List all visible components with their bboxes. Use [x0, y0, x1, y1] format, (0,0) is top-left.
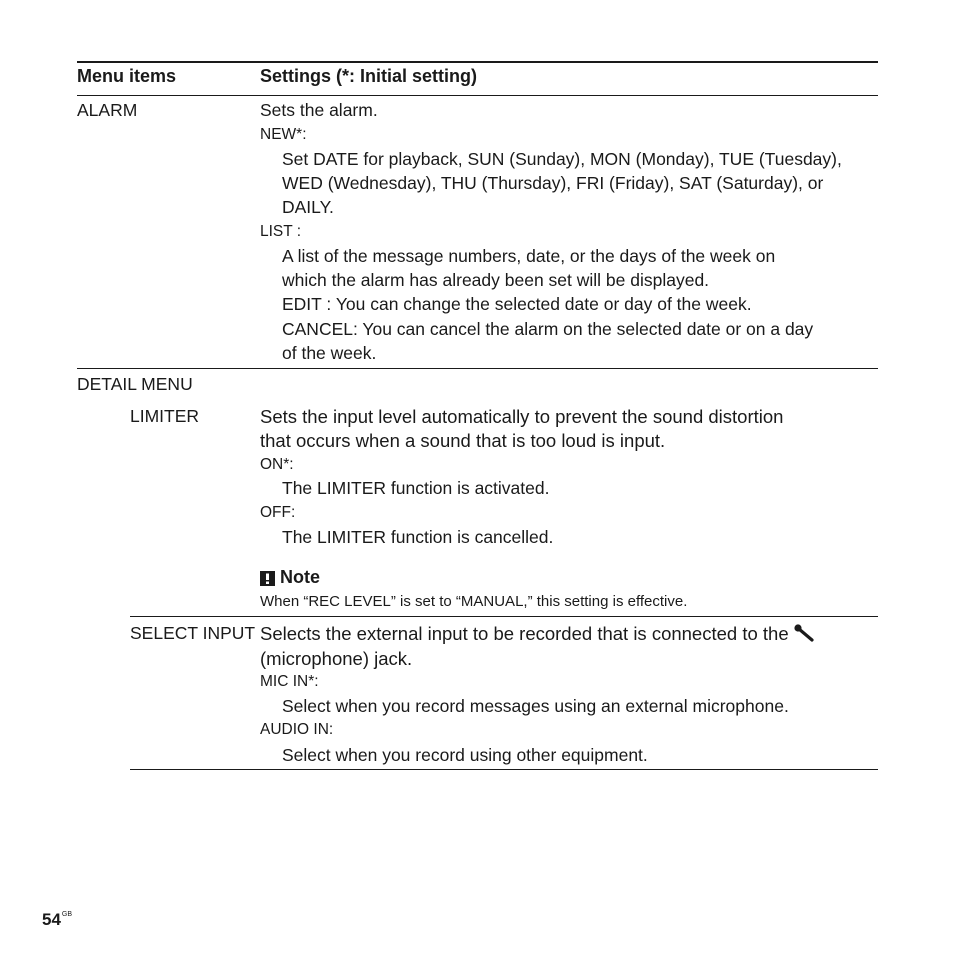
alarm-bottom-rule: [77, 368, 878, 369]
header-settings: Settings (*: Initial setting): [260, 66, 478, 86]
page-number-suffix: GB: [61, 911, 73, 918]
table-bottom-rule: [130, 769, 878, 770]
limiter-off-desc: The LIMITER function is cancelled.: [282, 527, 554, 547]
alarm-new-desc-line: Set DATE for playback, SUN (Sunday), MON (Monday), TUE (Tuesday),: [282, 149, 842, 169]
alarm-description: Sets the alarm.: [260, 100, 378, 120]
alarm-new-desc-line: DAILY.: [282, 197, 334, 217]
select-input-audio-desc: Select when you record using other equipment.: [282, 745, 648, 765]
menu-item-limiter: LIMITER: [130, 406, 200, 426]
alarm-cancel-desc: of the week.: [282, 343, 377, 363]
select-input-description-text: Selects the external input to be recorded that is connected to the: [260, 623, 789, 644]
page-number-value: 54: [42, 910, 61, 929]
alarm-cancel-desc: CANCEL: You can cancel the alarm on the selected date or on a day: [282, 319, 814, 339]
microphone-icon: [793, 623, 815, 643]
limiter-on-desc: The LIMITER function is activated.: [282, 478, 550, 498]
limiter-description: that occurs when a sound that is too loud is input.: [260, 430, 666, 451]
select-input-description: [260, 623, 815, 645]
select-input-audio-label: AUDIO IN:: [260, 721, 334, 738]
header-bottom-rule: [77, 95, 878, 96]
alarm-list-label: LIST :: [260, 223, 302, 240]
limiter-bottom-rule: [130, 616, 878, 617]
limiter-on-label: ON*:: [260, 456, 294, 473]
menu-item-alarm: ALARM: [77, 100, 138, 120]
limiter-off-label: OFF:: [260, 504, 296, 521]
select-input-mic-desc: Select when you record messages using an external microphone.: [282, 696, 789, 716]
select-input-mic-label: MIC IN*:: [260, 673, 319, 690]
alarm-list-desc-line: A list of the message numbers, date, or the days of the week on: [282, 246, 776, 266]
menu-item-detail-menu: DETAIL MENU: [77, 374, 193, 394]
note-title: Note: [280, 567, 320, 587]
note-heading: [260, 567, 320, 588]
alarm-new-desc-line: WED (Wednesday), THU (Thursday), FRI (Friday), SAT (Saturday), or: [282, 173, 824, 193]
menu-item-select-input: SELECT INPUT: [130, 623, 256, 643]
alarm-new-label: NEW*:: [260, 126, 307, 143]
header-menu-items: Menu items: [77, 66, 177, 86]
alarm-list-desc-line: which the alarm has already been set will be displayed.: [282, 270, 710, 290]
alarm-edit-desc: EDIT : You can change the selected date or day of the week.: [282, 294, 752, 314]
table-top-rule: [77, 61, 878, 63]
select-input-description-line2: (microphone) jack.: [260, 648, 413, 669]
note-icon: [260, 570, 275, 585]
note-text: When “REC LEVEL” is set to “MANUAL,” this setting is effective.: [260, 593, 688, 610]
page-number: [42, 910, 72, 930]
limiter-description: Sets the input level automatically to prevent the sound distortion: [260, 406, 784, 427]
